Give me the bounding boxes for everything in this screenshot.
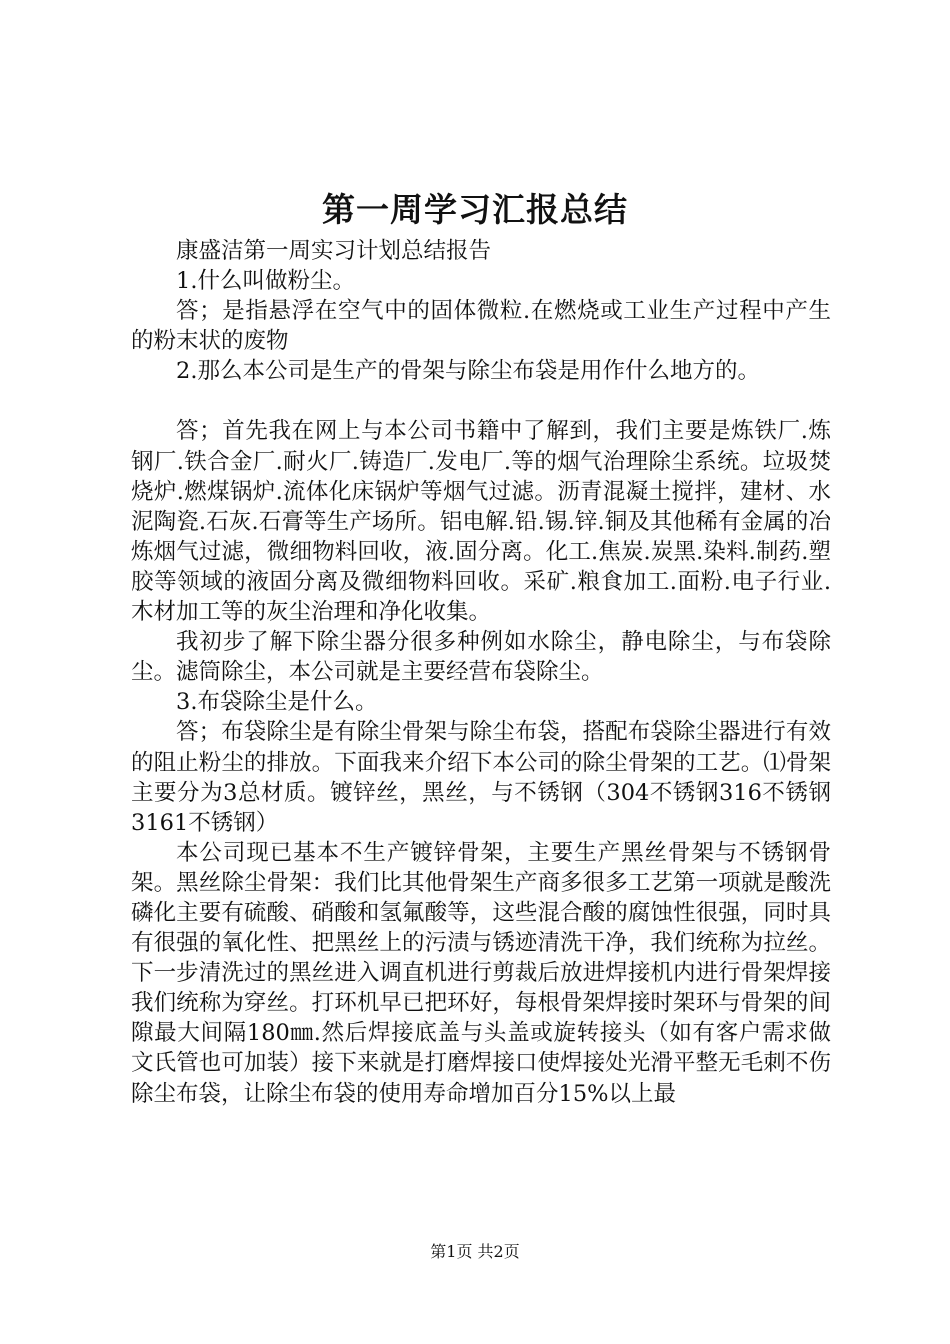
paragraph-skeleton-process: 本公司现已基本不生产镀锌骨架，主要生产黑丝骨架与不锈钢骨架。黑丝除尘骨架：我们比其他骨架生产商多很多工艺第一项就是酸洗磷化主要有硫酸、硝酸和氢氟酸等，这些混合酸的腐蚀性很强，同时具有很强的氧化性、把黑丝上的污渍与锈迹清洗干净，我们统称为拉丝。下一步清洗过的黑丝进入调直机进行剪裁后放进焊接机内进行骨架焊接我们统称为穿丝。打环机早已把环好，每根骨架焊接时架环与骨架的间隙最大间隔180㎜.然后焊接底盖与头盖或旋转接头（如有客户需求做文氏管也可加装）接下来就是打磨焊接口使焊接处光滑平整无毛刺不伤除尘布袋，让除尘布袋的使用寿命增加百分15%以上最 [131,839,831,1107]
paragraph-author-line: 康盛洁第一周实习计划总结报告 [176,238,492,264]
page-footer: 第1页 共2页 [430,1242,520,1261]
paragraph-question-1: 1.什么叫做粉尘。 [176,268,355,295]
paragraph-answer-3: 答；布袋除尘是有除尘骨架与除尘布袋，搭配布袋除尘器进行有效的阻止粉尘的排放。下面我来介绍下本公司的除尘骨架的工艺。⑴骨架主要分为3总材质。镀锌丝，黑丝，与不锈钢（304不锈钢316不锈钢3161不锈钢） [131,719,831,836]
paragraph-dust-collector-types: 我初步了解下除尘器分很多种例如水除尘，静电除尘，与布袋除尘。滤筒除尘，本公司就是主要经营布袋除尘。 [131,629,831,686]
paragraph-answer-2: 答；首先我在网上与本公司书籍中了解到，我们主要是炼铁厂.炼钢厂.铁合金厂.耐火厂.铸造厂.发电厂.等的烟气治理除尘系统。垃圾焚烧炉.燃煤锅炉.流体化床锅炉等烟气过滤。沥青混凝土搅拌，建材、水泥陶瓷.石灰.石膏等生产场所。铝电解.铅.锡.锌.铜及其他稀有金属的冶炼烟气过滤，微细物料回收，液.固分离。化工.焦炭.炭黑.染料.制药.塑胶等领域的液固分离及微细物料回收。采矿.粮食加工.面粉.电子行业.木材加工等的灰尘治理和净化收集。 [131,418,831,626]
document-title: 第一周学习汇报总结 [322,190,628,229]
paragraph-question-2: 2.那么本公司是生产的骨架与除尘布袋是用作什么地方的。 [176,358,760,385]
paragraph-question-3: 3.布袋除尘是什么。 [176,689,378,716]
paragraph-answer-1: 答；是指悬浮在空气中的固体微粒.在燃烧或工业生产过程中产生的粉末状的废物 [131,298,831,355]
document-body [131,236,831,1109]
